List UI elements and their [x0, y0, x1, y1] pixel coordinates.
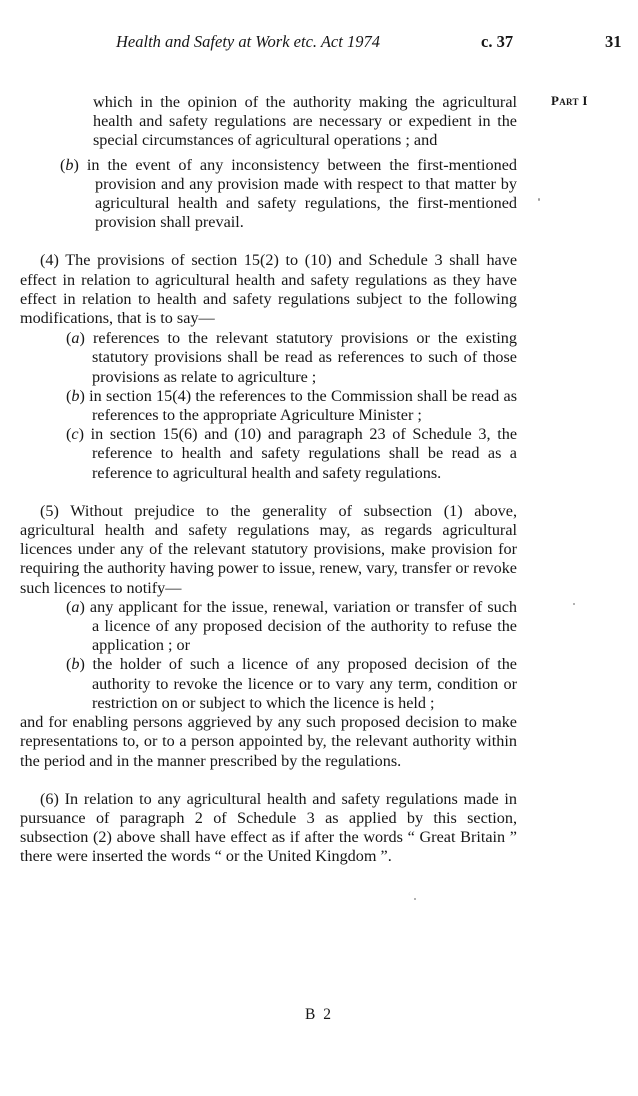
- item-text: any applicant for the issue, renewal, variation or transfer of such a licence of any proposed decision of the authority to refuse the application ; or: [89, 597, 517, 655]
- subsection-4: (4) The provisions of section 15(2) to (10) and Schedule 3 shall have effect in relation to agricultural health and safety regulations as they have effect in relation to health and safety regulations subject to the following modifications, that is to say—: [20, 251, 517, 328]
- subsection-5-item-b: [20, 655, 517, 713]
- page-number: 31: [605, 32, 622, 51]
- subsection-5: (5) Without prejudice to the generality of subsection (1) above, agricultural health and safety regulations may, as regards agricultural licences under any of the relevant statutory provisions, make provision for requiring the authority having power to issue, renew, vary, transfer or revoke such licences to notify—: [20, 501, 517, 597]
- subsection-4-item-b: [20, 387, 517, 425]
- item-label: (b): [66, 655, 85, 674]
- body-text: [20, 93, 517, 867]
- subsection-5-closing: and for enabling persons aggrieved by any such proposed decision to make representations to, or to a person appointed by, the relevant authority within the period and in the manner prescribed by the regulations.: [20, 713, 517, 770]
- item-label: (c): [66, 425, 84, 444]
- subsection-6: (6) In relation to any agricultural health and safety regulations made in pursuance of paragraph 2 of Schedule 3 as applied by this section, subsection (2) above shall have effect as if after the words “ Great Britain ” there were inserted the words “ or the United Kingdom ”.: [20, 789, 517, 866]
- item-label: (a): [66, 329, 85, 348]
- continuation-paragraph: which in the opinion of the authority making the agricultural health and safety regulations are necessary or expedient in the special circumstances of agricultural operations ; and: [93, 93, 517, 150]
- paragraph-b-top: [20, 156, 517, 233]
- running-header: [0, 32, 638, 54]
- act-title: Health and Safety at Work etc. Act 1974: [116, 32, 380, 51]
- item-label: (a): [66, 597, 85, 616]
- scan-speck: [414, 898, 416, 900]
- scan-speck: [573, 603, 575, 605]
- subsection-4-item-a: [20, 329, 517, 387]
- margin-note-part: Part I: [551, 93, 588, 108]
- item-text: in the event of any inconsistency between the first-mentioned provision and any provision made with respect to that matter by agricultural health and safety regulations, the first-mentioned provision shall prevail.: [86, 155, 517, 232]
- item-text: references to the relevant statutory provisions or the existing statutory provisions shall be read as references to such of those provisions as relate to agriculture ;: [92, 329, 517, 386]
- chapter-number: c. 37: [481, 32, 514, 51]
- signature-mark: B 2: [305, 1006, 333, 1023]
- subsection-5-item-a: [20, 598, 517, 656]
- subsection-4-item-c: [20, 425, 517, 483]
- item-text: the holder of such a licence of any proposed decision of the authority to revoke the licence or to vary any term, condition or restriction on or subject to which the licence is held ;: [92, 655, 517, 712]
- item-label: (b): [60, 155, 79, 174]
- item-text: in section 15(4) the references to the Commission shall be read as references to the appropriate Agriculture Minister ;: [89, 386, 517, 425]
- item-label: (b): [66, 386, 85, 405]
- scan-speck: [538, 198, 540, 201]
- item-text: in section 15(6) and (10) and paragraph 23 of Schedule 3, the reference to health and safety regulations shall be read as a reference to agricultural health and safety regulations.: [90, 425, 517, 482]
